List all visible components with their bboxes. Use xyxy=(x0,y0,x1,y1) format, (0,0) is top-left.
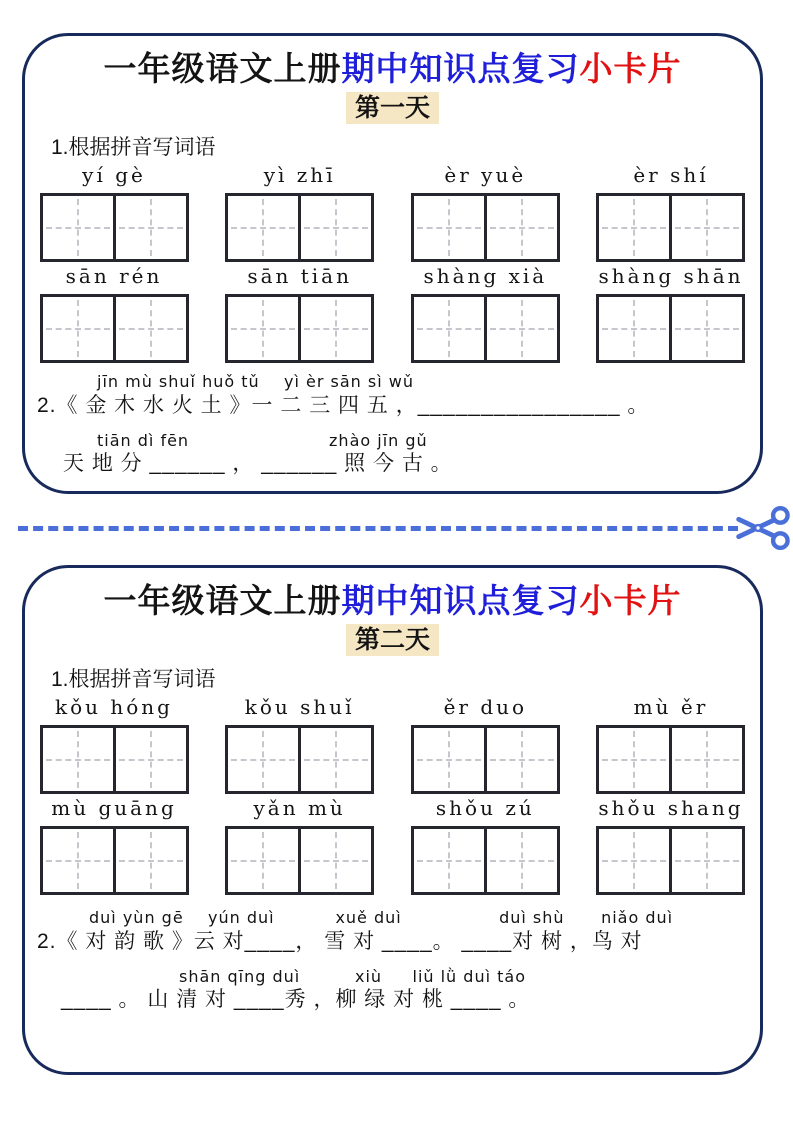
writing-grid-cell xyxy=(228,196,298,259)
writing-grid-cell xyxy=(599,728,669,791)
writing-grid-cell xyxy=(484,829,557,892)
writing-grid-cell xyxy=(113,728,186,791)
pinyin-label: èr yuè xyxy=(444,163,527,188)
pinyin-label: sān tiān xyxy=(247,264,352,289)
pinyin-label: shàng xià xyxy=(423,264,548,289)
pinyin-label: mù guāng xyxy=(51,796,177,821)
writing-grid-cell xyxy=(414,728,484,791)
writing-grid-cell xyxy=(599,196,669,259)
exercise-pinyin: tiān dì fēn zhào jīn gǔ xyxy=(97,430,428,450)
pinyin-label: shǒu zú xyxy=(435,796,535,821)
pinyin-word-block xyxy=(596,264,746,363)
pinyin-word-block xyxy=(39,796,189,895)
pinyin-label: yì zhī xyxy=(263,163,336,188)
pinyin-label: mù ěr xyxy=(633,695,709,720)
writing-grid-cell xyxy=(414,196,484,259)
writing-grid-cell xyxy=(669,196,742,259)
pinyin-label: kǒu hóng xyxy=(54,695,173,720)
scissors-icon xyxy=(729,502,791,554)
writing-grid-cell xyxy=(228,728,298,791)
pinyin-word-row xyxy=(39,796,746,895)
writing-grid-pair xyxy=(411,294,560,363)
exercise-line xyxy=(37,909,748,956)
writing-grid-pair xyxy=(40,725,189,794)
title-part-topic: 期中知识点复习 xyxy=(341,582,580,619)
writing-grid-pair xyxy=(225,193,374,262)
writing-grid-cell xyxy=(669,297,742,360)
title-part-course: 一年级语文上册 xyxy=(103,582,342,619)
writing-grid-cell xyxy=(43,728,113,791)
writing-grid-cell xyxy=(43,196,113,259)
writing-grid-cell xyxy=(113,297,186,360)
pinyin-word-block xyxy=(39,163,189,262)
pinyin-word-block xyxy=(225,264,375,363)
pinyin-word-block xyxy=(410,264,560,363)
pinyin-word-block xyxy=(225,796,375,895)
writing-grid-cell xyxy=(228,297,298,360)
pinyin-label: shàng shān xyxy=(598,264,744,289)
writing-grid-cell xyxy=(414,297,484,360)
worksheet-card-day2 xyxy=(22,565,763,1075)
section1-instruction: 1.根据拼音写词语 xyxy=(51,668,216,692)
writing-grid-cell xyxy=(298,829,371,892)
exercise-text: 2.《 对 韵 歌 》云 对____， 雪 对 ____。 ____对 树 ，鸟 对 xyxy=(37,929,643,953)
writing-grid-pair xyxy=(225,294,374,363)
pinyin-word-block xyxy=(225,163,375,262)
day-row xyxy=(37,92,748,124)
pinyin-word-block xyxy=(596,163,746,262)
pinyin-word-block xyxy=(596,695,746,794)
pinyin-word-block xyxy=(39,264,189,363)
pinyin-label: yǎn mù xyxy=(253,796,346,821)
writing-grid-cell xyxy=(599,829,669,892)
title-part-topic: 期中知识点复习 xyxy=(341,50,580,87)
writing-grid-cell xyxy=(113,829,186,892)
writing-grid-pair xyxy=(40,193,189,262)
writing-grid-cell xyxy=(113,196,186,259)
exercise-text: ____ 。 山 清 对 ____秀 ，柳 绿 对 桃 ____ 。 xyxy=(61,988,531,1012)
writing-grid-cell xyxy=(298,728,371,791)
pinyin-label: ěr duo xyxy=(443,695,528,720)
writing-grid-cell xyxy=(484,196,557,259)
title-part-course: 一年级语文上册 xyxy=(103,50,342,87)
dashed-cut-line xyxy=(18,526,738,531)
worksheet-card-day1 xyxy=(22,33,763,494)
pinyin-word-block xyxy=(225,695,375,794)
writing-grid-pair xyxy=(225,725,374,794)
writing-grid-pair xyxy=(411,725,560,794)
pinyin-word-block xyxy=(410,796,560,895)
writing-grid-pair xyxy=(40,294,189,363)
writing-grid-cell xyxy=(43,297,113,360)
pinyin-label: èr shí xyxy=(633,163,709,188)
writing-grid-cell xyxy=(228,829,298,892)
title-part-card: 小卡片 xyxy=(579,582,682,619)
writing-grid-pair xyxy=(40,826,189,895)
writing-grid-pair xyxy=(596,826,745,895)
section1-instruction: 1.根据拼音写词语 xyxy=(51,136,216,160)
pinyin-word-block xyxy=(410,695,560,794)
writing-grid-cell xyxy=(43,829,113,892)
pinyin-word-row xyxy=(39,695,746,794)
card-title xyxy=(37,580,748,621)
exercise-pinyin: duì yùn gē yún duì xuě duì duì shù niǎo duì xyxy=(89,908,674,928)
exercise-line xyxy=(61,968,748,1015)
writing-grid-cell xyxy=(484,297,557,360)
writing-grid-pair xyxy=(596,193,745,262)
cut-line-divider xyxy=(0,500,793,558)
exercise-pinyin: jīn mù shuǐ huǒ tǔ yì èr sān sì wǔ xyxy=(97,372,414,392)
pinyin-label: sān rén xyxy=(65,264,163,289)
pinyin-word-row xyxy=(39,163,746,262)
writing-grid-cell xyxy=(669,829,742,892)
exercise-pinyin: shān qīng duì xiù liǔ lǜ duì táo xyxy=(179,966,526,986)
writing-grid-cell xyxy=(414,829,484,892)
writing-grid-pair xyxy=(596,294,745,363)
pinyin-word-row xyxy=(39,264,746,363)
writing-grid-cell xyxy=(298,297,371,360)
writing-grid-cell xyxy=(599,297,669,360)
writing-grid-cell xyxy=(484,728,557,791)
exercise-text: 2.《 金 木 水 火 土 》一 二 三 四 五 ，________________ 。 xyxy=(37,393,650,417)
pinyin-word-block xyxy=(39,695,189,794)
pinyin-word-block xyxy=(410,163,560,262)
day-badge: 第一天 xyxy=(346,92,439,124)
pinyin-label: yí gè xyxy=(82,163,146,188)
writing-grid-pair xyxy=(225,826,374,895)
writing-grid-cell xyxy=(669,728,742,791)
title-part-card: 小卡片 xyxy=(579,50,682,87)
pinyin-label: kǒu shuǐ xyxy=(244,695,355,720)
exercise-line xyxy=(37,373,748,420)
writing-grid-cell xyxy=(298,196,371,259)
writing-grid-pair xyxy=(596,725,745,794)
day-row xyxy=(37,624,748,656)
writing-grid-pair xyxy=(411,826,560,895)
card-title xyxy=(37,48,748,89)
exercise-text: 天 地 分 ______ ， ______ 照 今 古 。 xyxy=(63,452,453,476)
writing-grid-pair xyxy=(411,193,560,262)
exercise-line xyxy=(63,432,748,479)
pinyin-word-block xyxy=(596,796,746,895)
day-badge: 第二天 xyxy=(346,624,439,656)
pinyin-label: shǒu shang xyxy=(598,796,744,821)
